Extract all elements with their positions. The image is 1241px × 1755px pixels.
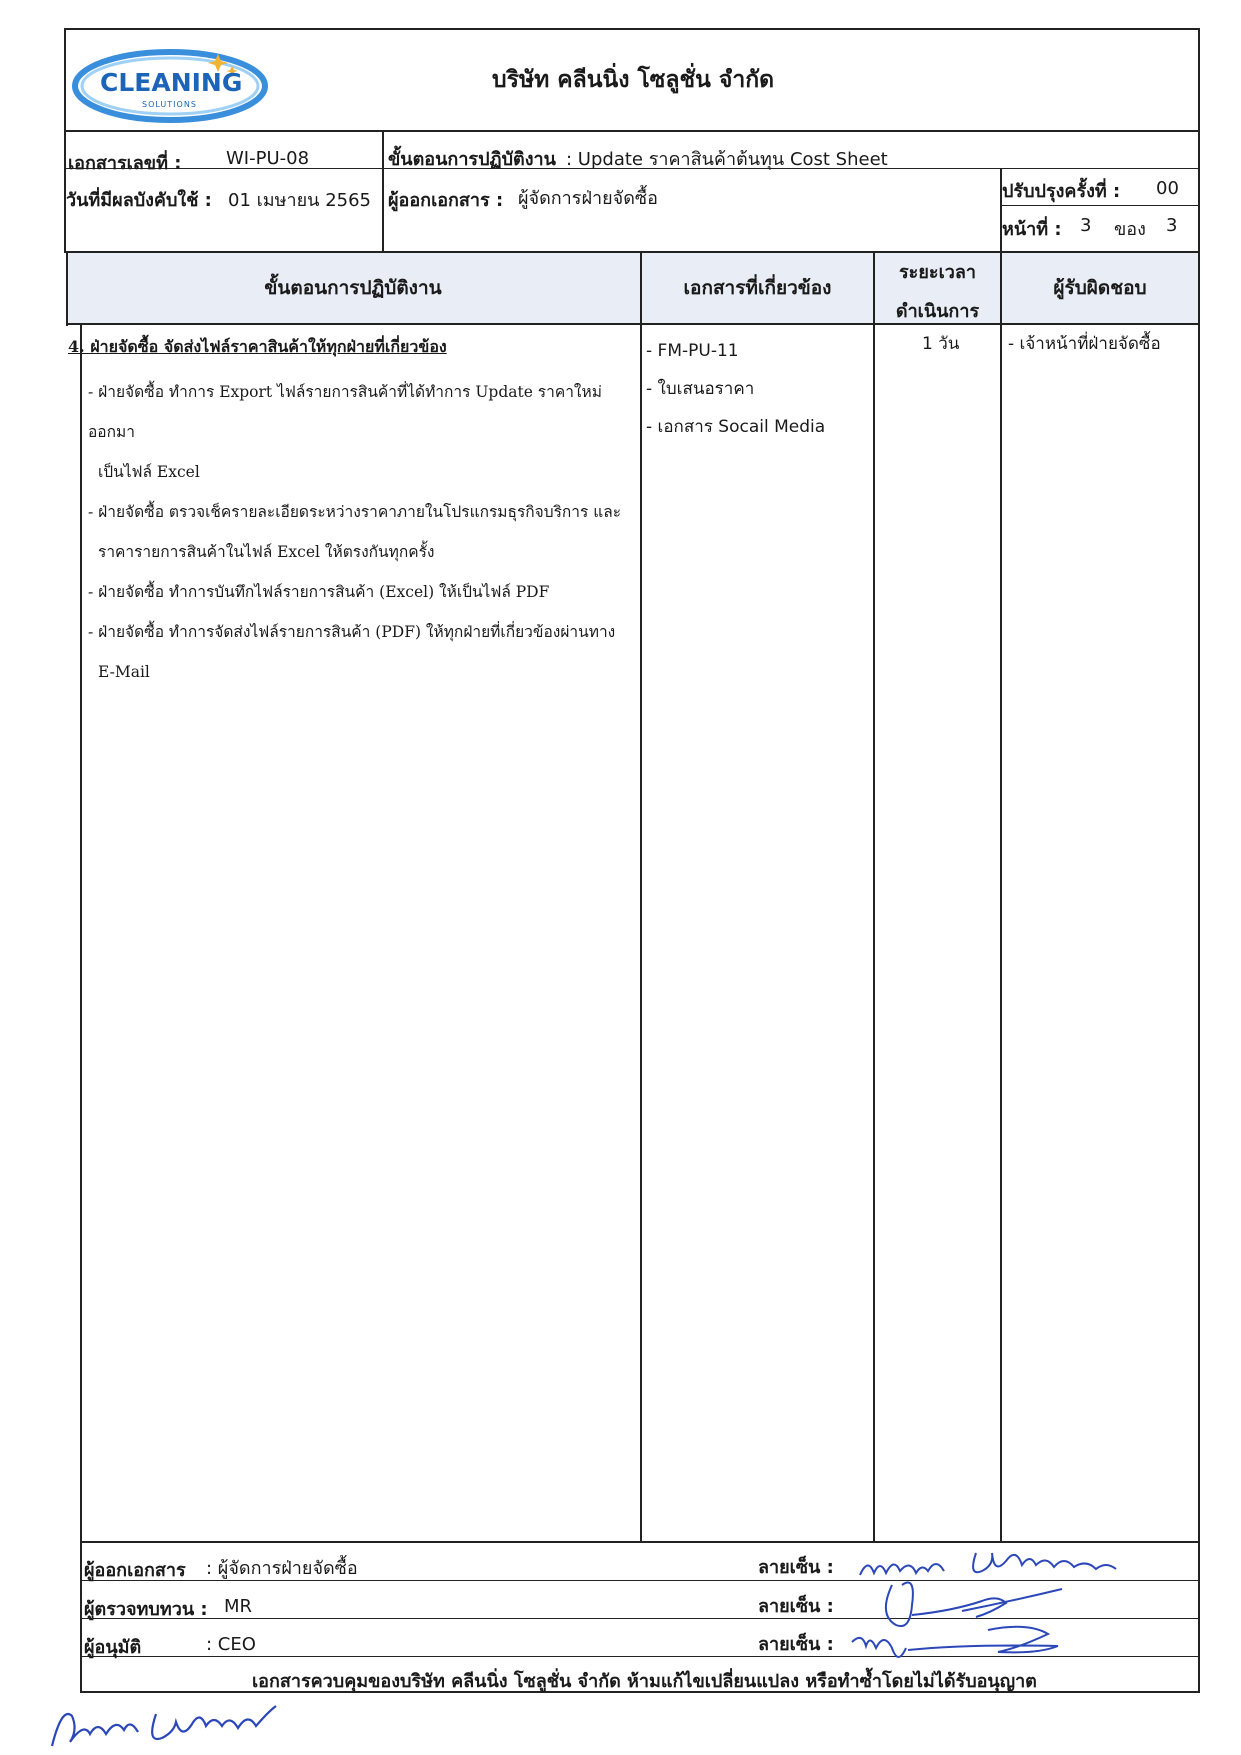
- page-label: หน้าที่ :: [1002, 219, 1062, 240]
- step-line-2: เป็นไฟล์ Excel: [98, 463, 200, 481]
- step-line-3: - ฝ่ายจัดซื้อ ตรวจเช็ครายละเอียดระหว่างราคาภายในโปรแกรมธุรกิจบริการ และ: [88, 503, 622, 521]
- frame-top: [64, 28, 1199, 30]
- signoff-reviewer-value: MR: [224, 1596, 253, 1617]
- page-value: 3: [1080, 215, 1092, 236]
- document-item-2: - ใบเสนอราคา: [646, 379, 755, 399]
- signoff-reviewer-label: ผู้ตรวจทบทวน :: [84, 1599, 208, 1620]
- header-duration: [875, 253, 1000, 323]
- signoff-top: [80, 1541, 1199, 1543]
- header-duration-line2: ดำเนินการ: [895, 301, 980, 322]
- procedure-value: : Update ราคาสินค้าต้นทุน Cost Sheet: [566, 149, 888, 170]
- signature-bottom: [46, 1694, 296, 1754]
- step-lines: [88, 372, 633, 692]
- issuer-value: ผู้จัดการฝ่ายจัดซื้อ: [518, 188, 658, 209]
- header-procedure: ขั้นตอนการปฏิบัติงาน: [264, 277, 442, 299]
- revision-label: ปรับปรุงครั้งที่ :: [1002, 181, 1121, 202]
- frame-right: [1198, 28, 1200, 1692]
- effective-label: วันที่มีผลบังคับใช้ :: [66, 190, 212, 211]
- sign-label-1: ลายเซ็น :: [758, 1557, 834, 1578]
- revision-value: 00: [1156, 178, 1179, 199]
- info-rev-bottom: [1000, 205, 1199, 206]
- header-duration-line1: ระยะเวลา: [899, 262, 976, 283]
- responsible-value: - เจ้าหน้าที่ฝ่ายจัดซื้อ: [1008, 334, 1161, 354]
- signoff-issuer-value: : ผู้จัดการฝ่ายจัดซื้อ: [206, 1558, 358, 1579]
- step-title: 4. ฝ่ายจัดซื้อ จัดส่งไฟล์ราคาสินค้าให้ทุกฝ่ายที่เกี่ยวข้อง: [68, 337, 447, 356]
- step-line-6: - ฝ่ายจัดซื้อ ทำการจัดส่งไฟล์รายการสินค้า (PDF) ให้ทุกฝ่ายที่เกี่ยวข้องผ่านทาง: [88, 623, 616, 641]
- related-documents: [646, 332, 825, 446]
- logo-subtext: SOLUTIONS: [142, 100, 197, 109]
- table-header-bottom: [66, 323, 1199, 325]
- sign-label-3: ลายเซ็น :: [758, 1634, 834, 1655]
- step-line-1: - ฝ่ายจัดซื้อ ทำการ Export ไฟล์รายการสินค้าที่ได้ทำการ Update ราคาใหม่ ออกมา: [88, 383, 602, 441]
- signoff-approver-value: : CEO: [206, 1634, 256, 1655]
- duration-value: 1 วัน: [922, 334, 960, 354]
- document-item-1: - FM-PU-11: [646, 341, 739, 361]
- footer-notice: เอกสารควบคุมของบริษัท คลีนนิ่ง โซลูชั่น จำกัด ห้ามแก้ไขเปลี่ยนแปลง หรือทำซ้ำโดยไม่ได้รับอนุญาต: [252, 1671, 1037, 1692]
- header-responsible: ผู้รับผิดชอบ: [1053, 277, 1147, 299]
- info-vdiv-1: [382, 130, 384, 252]
- col-div-3: [1000, 251, 1002, 1543]
- doc-no-label: เอกสารเลขที่ :: [68, 153, 182, 174]
- signoff-approver-label: ผู้อนุมัติ: [84, 1637, 142, 1658]
- company-logo: [70, 44, 270, 124]
- total-pages: 3: [1166, 215, 1178, 236]
- header-documents: เอกสารที่เกี่ยวข้อง: [683, 277, 832, 299]
- col-div-1: [640, 251, 642, 1543]
- step-line-7: E-Mail: [98, 663, 150, 681]
- doc-no-value: WI-PU-08: [226, 148, 310, 169]
- effective-value: 01 เมษายน 2565: [228, 190, 371, 211]
- body-left: [80, 323, 82, 1692]
- of-label: ของ: [1114, 219, 1146, 240]
- signoff-issuer-label: ผู้ออกเอกสาร: [84, 1560, 186, 1581]
- sign-label-2: ลายเซ็น :: [758, 1596, 834, 1617]
- signature-approver: [848, 1620, 1088, 1670]
- procedure-label: ขั้นตอนการปฏิบัติงาน: [388, 149, 556, 170]
- step-line-4: ราคารายการสินค้าในไฟล์ Excel ให้ตรงกันทุกครั้ง: [98, 543, 435, 561]
- header-bottom: [64, 130, 1199, 132]
- company-name: บริษัท คลีนนิ่ง โซลูชั่น จำกัด: [492, 67, 775, 93]
- col-div-2: [873, 251, 875, 1543]
- step-line-5: - ฝ่ายจัดซื้อ ทำการบันทึกไฟล์รายการสินค้า (Excel) ให้เป็นไฟล์ PDF: [88, 583, 550, 601]
- logo-text: CLEANING: [100, 68, 243, 97]
- frame-left-upper: [64, 28, 66, 253]
- issuer-label: ผู้ออกเอกสาร :: [388, 190, 504, 211]
- document-item-3: - เอกสาร Socail Media: [646, 417, 826, 437]
